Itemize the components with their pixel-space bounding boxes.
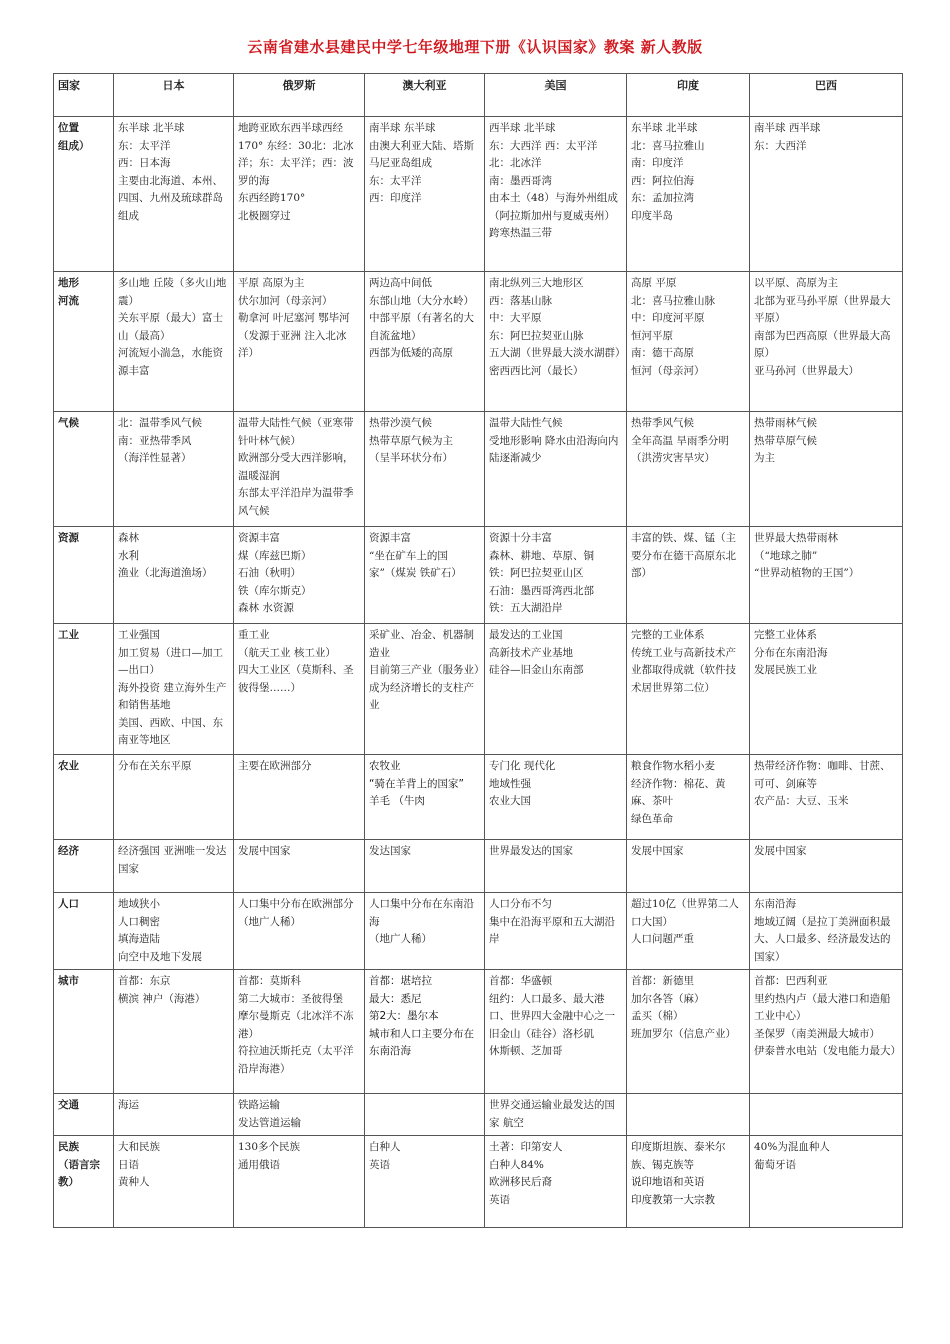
table-cell bbox=[485, 272, 627, 412]
table-cell bbox=[114, 840, 234, 893]
table-row bbox=[54, 755, 903, 840]
cell-text-line: 130多个民族 bbox=[238, 1141, 301, 1153]
table-row bbox=[54, 412, 903, 527]
cell-text-line: 专门化 现代化 bbox=[489, 760, 556, 772]
cell-text-line: 世界最发达的国家 bbox=[489, 845, 573, 857]
cell-text-line: 高原 平原 bbox=[631, 277, 677, 289]
table-cell bbox=[365, 755, 485, 840]
country-header: 美国 bbox=[485, 74, 627, 117]
cell-text-line: 白种人 bbox=[369, 1141, 401, 1153]
table-cell bbox=[485, 840, 627, 893]
table-cell bbox=[114, 272, 234, 412]
row-header-label: 农业 bbox=[58, 760, 79, 772]
row-header bbox=[54, 1136, 114, 1228]
cell-text-line: 森林 bbox=[118, 532, 139, 544]
cell-text-line: 热带草原气候 bbox=[754, 434, 817, 447]
cell-text-line: 南：印度洋 bbox=[631, 157, 684, 169]
table-cell bbox=[114, 893, 234, 970]
cell-text-line: 南半球 东半球 bbox=[369, 122, 436, 134]
table-cell bbox=[627, 117, 750, 272]
table-row bbox=[54, 527, 903, 624]
table-cell bbox=[627, 755, 750, 840]
cell-text-line: 第二大城市：圣彼得堡 bbox=[238, 992, 343, 1005]
cell-text-line: 大和民族 bbox=[118, 1141, 160, 1153]
cell-text-line: 海外投资 建立海外生产和销售基地 bbox=[118, 681, 227, 711]
cell-text-line: （航天工业 核工业） bbox=[238, 646, 336, 659]
cell-text-line: 五大湖（世界最大淡水湖群）密西西比河（最长） bbox=[489, 347, 621, 377]
cell-text-line: 完整的工业体系 bbox=[631, 629, 705, 641]
table-row bbox=[54, 117, 903, 272]
cell-text-line: 南：墨西哥湾 bbox=[489, 174, 552, 187]
table-cell bbox=[234, 1136, 365, 1228]
cell-text-line: 中：印度河平原 bbox=[631, 312, 705, 324]
cell-text-line: 目前第三产业（服务业）成为经济增长的支柱产业 bbox=[369, 664, 480, 711]
cell-text-line: 勒拿河 叶尼塞河 鄂毕河（发源于亚洲 注入北冰洋） bbox=[238, 312, 350, 359]
cell-text-line: 最发达的工业国 bbox=[489, 629, 563, 641]
cell-text-line: 以平原、高原为主 bbox=[754, 277, 838, 289]
cell-text-line: （地广人稀） bbox=[369, 933, 432, 945]
cell-text-line: 首都：新德里 bbox=[631, 975, 694, 987]
cell-text-line: 发展中国家 bbox=[754, 845, 807, 857]
row-header-label: 交通 bbox=[58, 1099, 79, 1111]
cell-text-line: 东半球 北半球 bbox=[118, 122, 185, 134]
cell-text-line: 东西经跨170° bbox=[238, 192, 306, 204]
cell-text-line: 圣保罗（南美洲最大城市） bbox=[754, 1027, 880, 1040]
cell-text-line: “世界动植物的王国”） bbox=[754, 567, 860, 579]
table-cell bbox=[114, 412, 234, 527]
cell-text-line: 平原 高原为主 bbox=[238, 277, 305, 289]
cell-text-line: 南：亚热带季风 bbox=[118, 434, 192, 447]
cell-text-line: 集中在沿海平原和五大湖沿岸 bbox=[489, 915, 615, 945]
cell-text-line: 发展中国家 bbox=[238, 845, 291, 857]
table-cell bbox=[750, 840, 903, 893]
cell-text-line: 人口稠密 bbox=[118, 915, 160, 928]
cell-text-line: 北：温带季风气候 bbox=[118, 417, 202, 429]
cell-text-line: 石油（秋明） bbox=[238, 567, 301, 579]
cell-text-line: 人口问题严重 bbox=[631, 933, 694, 945]
table-cell bbox=[627, 970, 750, 1094]
cell-text-line: 东：太平洋 bbox=[118, 139, 171, 152]
table-row bbox=[54, 272, 903, 412]
table-cell bbox=[234, 624, 365, 755]
cell-text-line: 世界交通运输业最发达的国家 航空 bbox=[489, 1099, 615, 1129]
cell-text-line: 铁：阿巴拉契亚山区 bbox=[489, 567, 584, 579]
cell-text-line: 石油：墨西哥湾西北部 bbox=[489, 584, 594, 597]
cell-text-line: 硅谷—旧金山东南部 bbox=[489, 664, 584, 676]
table-cell bbox=[234, 970, 365, 1094]
cell-text-line: 东：大西洋 西：太平洋 bbox=[489, 139, 598, 152]
cell-text-line: “坐在矿车上的国家”（煤炭 铁矿石） bbox=[369, 549, 462, 579]
cell-text-line: 主要在欧洲部分 bbox=[238, 760, 312, 772]
cell-text-line: 南：德干高原 bbox=[631, 347, 694, 359]
cell-text-line: 主要由北海道、本州、四国、九州及琉球群岛组成 bbox=[118, 174, 223, 222]
cell-text-line: 印度斯坦族、泰米尔族、锡克族等 bbox=[631, 1141, 726, 1171]
cell-text-line: 由澳大利亚大陆、塔斯马尼亚岛组成 bbox=[369, 139, 474, 169]
table-cell bbox=[485, 117, 627, 272]
cell-text-line: 第2大：墨尔本 bbox=[369, 1010, 439, 1022]
cell-text-line: 海运 bbox=[118, 1099, 139, 1111]
cell-text-line: 森林 水资源 bbox=[238, 602, 294, 614]
cell-text-line: 地域狭小 bbox=[118, 898, 160, 910]
cell-text-line: 渔业（北海道渔场） bbox=[118, 567, 213, 579]
cell-text-line: 农牧业 bbox=[369, 760, 401, 772]
table-cell bbox=[750, 117, 903, 272]
table-row bbox=[54, 840, 903, 893]
cell-text-line: 东半球 北半球 bbox=[631, 122, 698, 134]
table-cell bbox=[750, 1094, 903, 1136]
cell-text-line: 发展民族工业 bbox=[754, 664, 817, 676]
cell-text-line: 经济作物：棉花、黄麻、茶叶 bbox=[631, 777, 726, 807]
cell-text-line: 西：阿拉伯海 bbox=[631, 174, 694, 187]
row-header-label: 工业 bbox=[58, 629, 79, 641]
cell-text-line: 符拉迪沃斯托克（太平洋沿岸海港） bbox=[238, 1045, 354, 1075]
row-header-label: 城市 bbox=[58, 975, 79, 987]
cell-text-line: 铁（库尔斯克） bbox=[238, 584, 312, 597]
cell-text-line: 加尔各答（麻） bbox=[631, 992, 705, 1005]
cell-text-line: 工业强国 bbox=[118, 629, 160, 641]
table-cell bbox=[750, 970, 903, 1094]
table-cell bbox=[365, 527, 485, 624]
table-cell bbox=[627, 840, 750, 893]
cell-text-line: 英语 bbox=[369, 1158, 390, 1171]
corner-header: 国家 bbox=[54, 74, 114, 117]
cell-text-line: 印度教第一大宗教 bbox=[631, 1193, 715, 1206]
cell-text-line: 向空中及地下发展 bbox=[118, 950, 202, 963]
table-cell bbox=[750, 755, 903, 840]
table-cell bbox=[485, 970, 627, 1094]
table-cell bbox=[114, 755, 234, 840]
cell-text-line: 发达国家 bbox=[369, 845, 411, 857]
table-cell bbox=[485, 412, 627, 527]
table-cell bbox=[750, 624, 903, 755]
cell-text-line: 河流短小湍急，水能资源丰富 bbox=[118, 347, 223, 377]
row-header-label: 人口 bbox=[58, 898, 79, 910]
country-comparison-table bbox=[53, 73, 903, 1228]
table-cell bbox=[234, 893, 365, 970]
cell-text-line: 发展中国家 bbox=[631, 845, 684, 857]
cell-text-line: 最大：悉尼 bbox=[369, 992, 422, 1005]
cell-text-line: 热带雨林气候 bbox=[754, 417, 817, 429]
cell-text-line: 西半球 北半球 bbox=[489, 122, 556, 134]
cell-text-line: 恒河平原 bbox=[631, 329, 673, 342]
cell-text-line: 世界最大热带雨林 bbox=[754, 532, 838, 544]
table-cell bbox=[485, 1094, 627, 1136]
row-header bbox=[54, 970, 114, 1094]
cell-text-line: 填海造陆 bbox=[118, 933, 160, 945]
cell-text-line: （“地球之肺” bbox=[754, 549, 818, 562]
cell-text-line: 北：喜马拉雅山脉 bbox=[631, 294, 715, 307]
cell-text-line: 说印地语和英语 bbox=[631, 1176, 705, 1188]
cell-text-line: 人口集中分布在东南沿海 bbox=[369, 898, 474, 928]
table-cell bbox=[234, 272, 365, 412]
country-header: 日本 bbox=[114, 74, 234, 117]
cell-text-line: 东部山地（大分水岭） bbox=[369, 294, 474, 307]
cell-text-line: 首都：华盛顿 bbox=[489, 975, 552, 987]
cell-text-line: 伏尔加河（母亲河） bbox=[238, 294, 333, 307]
cell-text-line: 资源丰富 bbox=[369, 532, 411, 544]
cell-text-line: 铁路运输 bbox=[238, 1099, 280, 1111]
row-header bbox=[54, 1094, 114, 1136]
cell-text-line: 水利 bbox=[118, 549, 139, 562]
table-cell bbox=[114, 1136, 234, 1228]
row-header bbox=[54, 272, 114, 412]
table-cell bbox=[627, 624, 750, 755]
cell-text-line: 四大工业区（莫斯科、圣彼得堡……） bbox=[238, 664, 354, 694]
document-title: 云南省建水县建民中学七年级地理下册《认识国家》教案 新人教版 bbox=[247, 38, 703, 56]
cell-text-line: 中部平原（有著名的大自流盆地） bbox=[369, 312, 474, 342]
row-header-label: 河流 bbox=[58, 294, 79, 307]
cell-text-line: 首都：巴西利亚 bbox=[754, 975, 828, 987]
table-cell bbox=[750, 272, 903, 412]
cell-text-line: 由本土（48）与海外州组成（阿拉斯加州与夏威夷州） bbox=[489, 192, 618, 222]
cell-text-line: 为主 bbox=[754, 452, 775, 464]
cell-text-line: 南部为巴西高原（世界最大高原） bbox=[754, 329, 891, 359]
row-header bbox=[54, 840, 114, 893]
header-row bbox=[54, 74, 903, 117]
row-header-label: 教） bbox=[58, 1176, 79, 1188]
cell-text-line: 休斯顿、芝加哥 bbox=[489, 1045, 563, 1057]
cell-text-line: 班加罗尔（信息产业） bbox=[631, 1027, 736, 1040]
cell-text-line: 城市和人口主要分布在东南沿海 bbox=[369, 1027, 474, 1057]
table-cell bbox=[627, 1094, 750, 1136]
cell-text-line: 西：印度洋 bbox=[369, 192, 422, 204]
table-cell bbox=[750, 412, 903, 527]
table-cell bbox=[485, 1136, 627, 1228]
cell-text-line: 丰富的铁、煤、锰（主要分布在德干高原东北部） bbox=[631, 532, 736, 579]
cell-text-line: 两边高中间低 bbox=[369, 277, 432, 289]
cell-text-line: 摩尔曼斯克（北冰洋不冻港） bbox=[238, 1010, 354, 1040]
table-cell bbox=[627, 1136, 750, 1228]
table-cell bbox=[485, 527, 627, 624]
table-cell bbox=[627, 272, 750, 412]
table-cell bbox=[365, 117, 485, 272]
cell-text-line: 土著：印第安人 bbox=[489, 1141, 563, 1153]
table-cell bbox=[234, 840, 365, 893]
table-cell bbox=[365, 970, 485, 1094]
row-header-label: 组成） bbox=[58, 139, 90, 152]
table-cell bbox=[365, 1094, 485, 1136]
cell-text-line: 热带草原气候为主 bbox=[369, 434, 453, 447]
table-cell bbox=[234, 1094, 365, 1136]
table-cell bbox=[365, 893, 485, 970]
cell-text-line: 森林、耕地、草原、铜 bbox=[489, 549, 594, 562]
row-header bbox=[54, 117, 114, 272]
cell-text-line: 日语 bbox=[118, 1158, 139, 1171]
table-cell bbox=[485, 893, 627, 970]
cell-text-line: 东：大西洋 bbox=[754, 139, 807, 152]
cell-text-line: 东部太平洋沿岸为温带季风气候 bbox=[238, 487, 354, 517]
table-cell bbox=[114, 117, 234, 272]
cell-text-line: 热带经济作物：咖啡、甘蔗、可可、剑麻等 bbox=[754, 760, 891, 790]
cell-text-line: 羊毛 （牛肉 bbox=[369, 795, 425, 807]
cell-text-line: 东南沿海 bbox=[754, 898, 796, 910]
table-cell bbox=[234, 117, 365, 272]
cell-text-line: 加工贸易（进口—加工—出口） bbox=[118, 646, 223, 676]
cell-text-line: 重工业 bbox=[238, 629, 270, 641]
cell-text-line: 资源丰富 bbox=[238, 532, 280, 544]
table-cell bbox=[485, 624, 627, 755]
cell-text-line: 热带季风气候 bbox=[631, 417, 694, 429]
table-cell bbox=[627, 412, 750, 527]
cell-text-line: 孟买（棉） bbox=[631, 1010, 684, 1022]
table-cell bbox=[234, 412, 365, 527]
row-header-label: 民族 bbox=[58, 1141, 79, 1153]
cell-text-line: （地广人稀） bbox=[238, 915, 301, 928]
cell-text-line: 旧金山（硅谷）洛杉矶 bbox=[489, 1027, 594, 1040]
cell-text-line: 高新技术产业基地 bbox=[489, 646, 573, 659]
cell-text-line: 通用俄语 bbox=[238, 1158, 280, 1171]
table-cell bbox=[750, 527, 903, 624]
row-header-label: 位置 bbox=[58, 122, 79, 134]
cell-text-line: 发达管道运输 bbox=[238, 1116, 301, 1129]
cell-text-line: 分布在关东平原 bbox=[118, 760, 192, 772]
table-cell bbox=[114, 1094, 234, 1136]
cell-text-line: 40%为混血种人 bbox=[754, 1141, 830, 1153]
cell-text-line: 关东平原（最大）富士山（最高） bbox=[118, 312, 223, 342]
cell-text-line: 南半球 西半球 bbox=[754, 122, 821, 134]
cell-text-line: 温带大陆性气候（亚寒带针叶林气候） bbox=[238, 417, 354, 447]
cell-text-line: 英语 bbox=[489, 1193, 510, 1206]
cell-text-line: 北：北冰洋 bbox=[489, 157, 542, 169]
cell-text-line: 农产品：大豆、玉米 bbox=[754, 795, 849, 807]
cell-text-line: 地跨亚欧东西半球西经170° 东经：30北：北冰洋；东：太平洋；西：波罗的海 bbox=[238, 122, 354, 187]
table-cell bbox=[234, 527, 365, 624]
cell-text-line: “骑在羊背上的国家” bbox=[369, 777, 464, 790]
row-header-label: 经济 bbox=[58, 845, 79, 857]
cell-text-line: 北部为亚马孙平原（世界最大平原） bbox=[754, 294, 891, 324]
cell-text-line: 超过10亿（世界第二人口大国） bbox=[631, 898, 739, 928]
cell-text-line: 美国、西欧、中国、东南亚等地区 bbox=[118, 716, 223, 746]
table-cell bbox=[627, 893, 750, 970]
table-cell bbox=[365, 272, 485, 412]
cell-text-line: 欧洲部分受大西洋影响，温暖湿润 bbox=[238, 452, 354, 482]
cell-text-line: 首都：莫斯科 bbox=[238, 975, 301, 987]
cell-text-line: 粮食作物水稻小麦 bbox=[631, 760, 715, 772]
cell-text-line: （海洋性显著） bbox=[118, 452, 192, 464]
table-cell bbox=[114, 527, 234, 624]
cell-text-line: 地域辽阔（是拉丁美洲面积最大、人口最多、经济最发达的国家） bbox=[754, 915, 891, 963]
cell-text-line: 西：落基山脉 bbox=[489, 294, 552, 307]
cell-text-line: 地域性强 bbox=[489, 777, 531, 790]
cell-text-line: 北极圈穿过 bbox=[238, 209, 291, 222]
table-cell bbox=[114, 624, 234, 755]
country-header: 巴西 bbox=[750, 74, 903, 117]
cell-text-line: 纽约：人口最多、最大港口、世界四大金融中心之一 bbox=[489, 992, 615, 1022]
cell-text-line: 白种人84% bbox=[489, 1158, 544, 1171]
cell-text-line: 亚马孙河（世界最大） bbox=[754, 364, 859, 377]
cell-text-line: 传统工业与高新技术产业都取得成就（软件技术居世界第二位） bbox=[631, 646, 736, 694]
row-header bbox=[54, 624, 114, 755]
cell-text-line: 南北纵列三大地形区 bbox=[489, 277, 584, 289]
table-row bbox=[54, 1094, 903, 1136]
cell-text-line: 人口集中分布在欧洲部分 bbox=[238, 898, 354, 910]
cell-text-line: 西：日本海 bbox=[118, 157, 171, 169]
cell-text-line: 采矿业、冶金、机器制造业 bbox=[369, 629, 474, 659]
table-cell bbox=[365, 412, 485, 527]
cell-text-line: 里约热内卢（最大港口和造船工业中心） bbox=[754, 992, 891, 1022]
row-header bbox=[54, 755, 114, 840]
cell-text-line: 印度半岛 bbox=[631, 209, 673, 222]
cell-text-line: 葡萄牙语 bbox=[754, 1158, 796, 1171]
cell-text-line: 横滨 神户（海港） bbox=[118, 992, 206, 1005]
cell-text-line: 欧洲移民后裔 bbox=[489, 1176, 552, 1188]
table-cell bbox=[114, 970, 234, 1094]
table-cell bbox=[365, 624, 485, 755]
cell-text-line: 黄种人 bbox=[118, 1176, 150, 1188]
table-row bbox=[54, 624, 903, 755]
cell-text-line: 东：太平洋 bbox=[369, 174, 422, 187]
row-header-label: 资源 bbox=[58, 532, 79, 544]
cell-text-line: 东：阿巴拉契亚山脉 bbox=[489, 329, 584, 342]
cell-text-line: 经济强国 亚洲唯一发达国家 bbox=[118, 845, 227, 875]
row-header-label: 地形 bbox=[58, 277, 79, 289]
cell-text-line: 伊泰普水电站（发电能力最大） bbox=[754, 1045, 901, 1057]
cell-text-line: 首都：东京 bbox=[118, 975, 171, 987]
cell-text-line: 跨寒热温三带 bbox=[489, 227, 552, 239]
cell-text-line: 温带大陆性气候 bbox=[489, 417, 563, 429]
cell-text-line: 分布在东南沿海 bbox=[754, 646, 828, 659]
table-cell bbox=[234, 755, 365, 840]
table-row bbox=[54, 970, 903, 1094]
table-row bbox=[54, 893, 903, 970]
country-header: 印度 bbox=[627, 74, 750, 117]
cell-text-line: 农业大国 bbox=[489, 795, 531, 807]
cell-text-line: 受地形影响 降水由沿海向内陆逐渐减少 bbox=[489, 434, 619, 464]
cell-text-line: 东：孟加拉湾 bbox=[631, 192, 694, 204]
row-header-label: （语言宗 bbox=[58, 1158, 100, 1171]
row-header bbox=[54, 412, 114, 527]
row-header bbox=[54, 893, 114, 970]
table-cell bbox=[485, 755, 627, 840]
table-row bbox=[54, 1136, 903, 1228]
cell-text-line: 北：喜马拉雅山 bbox=[631, 139, 705, 152]
cell-text-line: （呈半环状分布） bbox=[369, 452, 453, 464]
cell-text-line: 多山地 丘陵（多火山地震） bbox=[118, 277, 227, 307]
table-cell bbox=[750, 893, 903, 970]
cell-text-line: 首都：堪培拉 bbox=[369, 975, 432, 987]
table-cell bbox=[750, 1136, 903, 1228]
cell-text-line: 恒河（母亲河） bbox=[631, 364, 705, 377]
cell-text-line: 全年高温 旱雨季分明（洪涝灾害旱灾） bbox=[631, 434, 729, 464]
country-header: 澳大利亚 bbox=[365, 74, 485, 117]
cell-text-line: 热带沙漠气候 bbox=[369, 417, 432, 429]
cell-text-line: 绿色革命 bbox=[631, 812, 673, 825]
table-cell bbox=[365, 840, 485, 893]
cell-text-line: 中：大平原 bbox=[489, 312, 542, 324]
table-cell bbox=[365, 1136, 485, 1228]
row-header-label: 气候 bbox=[58, 417, 79, 429]
cell-text-line: 铁：五大湖沿岸 bbox=[489, 602, 563, 614]
row-header bbox=[54, 527, 114, 624]
country-header: 俄罗斯 bbox=[234, 74, 365, 117]
cell-text-line: 完整工业体系 bbox=[754, 629, 817, 641]
cell-text-line: 西部为低矮的高原 bbox=[369, 347, 453, 359]
cell-text-line: 资源十分丰富 bbox=[489, 532, 552, 544]
table-cell bbox=[627, 527, 750, 624]
cell-text-line: 人口分布不匀 bbox=[489, 898, 552, 910]
cell-text-line: 煤（库兹巴斯） bbox=[238, 549, 312, 562]
